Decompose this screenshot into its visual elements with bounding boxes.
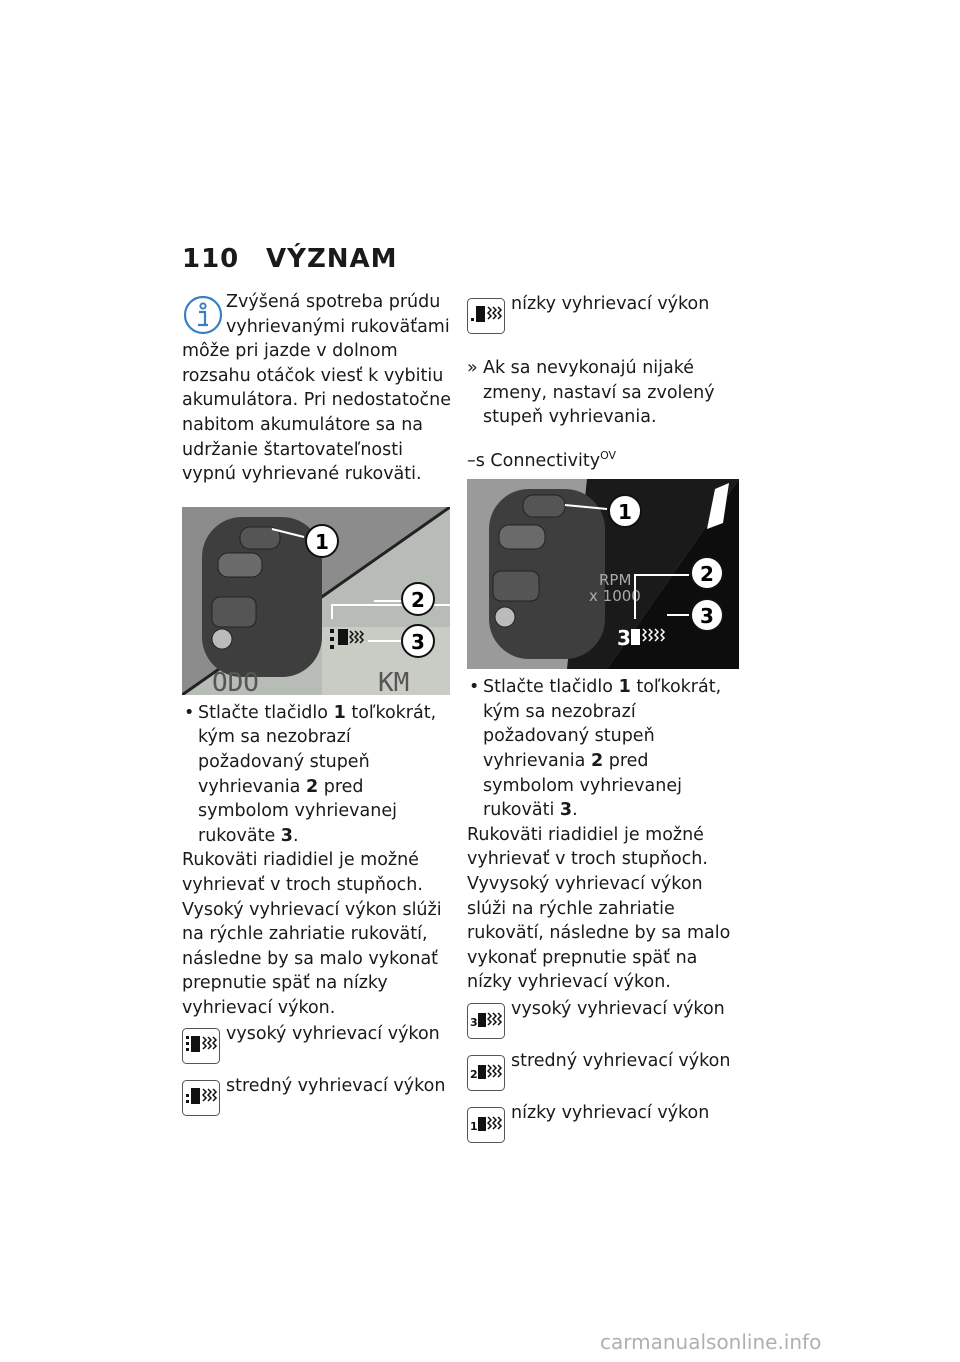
info-note bbox=[182, 290, 452, 487]
handlebar-switch-photo bbox=[182, 507, 450, 695]
level-mid bbox=[182, 1074, 452, 1124]
callout-1: 1 bbox=[618, 500, 632, 525]
heated-grip-mid-icon bbox=[182, 1080, 220, 1116]
svg-text:2: 2 bbox=[470, 1067, 478, 1081]
left-column bbox=[182, 290, 452, 1124]
info-line2: vyhrievanými rukoväťami bbox=[226, 316, 450, 337]
page-title: VÝZNAM bbox=[266, 244, 398, 274]
heated-grip-level-1-icon bbox=[467, 1107, 505, 1143]
level-high-label: vysoký vyhrievací výkon bbox=[226, 1024, 440, 1045]
callout-2: 2 bbox=[411, 587, 425, 612]
body-text: Rukoväti riadidiel je možné vyhrievať v troch stupňoch. Vysoký vyhrievací výkon slúži na rýchle zahriatie rukovätí, následne by sa malo vykonať prepnutie späť na nízky vyhrievací výkon. bbox=[182, 850, 442, 1018]
svg-text:1: 1 bbox=[470, 1119, 478, 1133]
callout-1: 1 bbox=[315, 529, 329, 554]
connectivity-switch-photo bbox=[467, 479, 739, 669]
heated-grip-level-2-icon bbox=[467, 1055, 505, 1091]
level-low bbox=[467, 1101, 742, 1151]
page-number: 110 bbox=[182, 244, 240, 274]
instruction-bullet: • Stlačte tlačidlo 1 toľkokrát, kým sa nezobrazí požadovaný stupeň vyhrievania 2 pred symbolom vyhrievanej rukoväti 3. bbox=[469, 677, 722, 821]
level-mid-label: stredný vyhrievací výkon bbox=[226, 1076, 446, 1097]
instruction-bullet: • Stlačte tlačidlo 1 toľkokrát, kým sa nezobrazí požadovaný stupeň vyhrievania 2 pred symbolom vyhrievanej rukoväte 3. bbox=[184, 702, 437, 846]
svg-text:3: 3 bbox=[470, 1015, 478, 1029]
connectivity-variant: –s Connectivity$^{OV}$ bbox=[467, 448, 617, 471]
heated-grip-level-3-icon bbox=[467, 1003, 505, 1039]
callout-3: 3 bbox=[411, 629, 425, 654]
level-mid bbox=[467, 1049, 742, 1099]
page-header bbox=[182, 244, 398, 274]
level-high-label: vysoký vyhrievací výkon bbox=[511, 998, 725, 1019]
heated-grip-low-icon bbox=[467, 298, 505, 334]
level-low bbox=[467, 292, 742, 342]
level-low-label: nízky vyhrievací výkon bbox=[511, 294, 710, 314]
callout-2: 2 bbox=[700, 562, 714, 587]
level-mid-label: stredný vyhrievací výkon bbox=[511, 1050, 731, 1071]
info-text: môže pri jazde v dolnom rozsahu otáčok viesť k vybitiu akumulátora. Pri nedostatočne nabitom akumulátore sa na udržanie štartovateľnosti vypnú vyhrievané rukoväti. bbox=[182, 341, 452, 485]
result-note: » Ak sa nevykonajú nijaké zmeny, nastaví sa zvolený stupeň vyhrievania. bbox=[467, 358, 715, 428]
lcd-odo: ODO bbox=[212, 667, 259, 695]
right-column bbox=[467, 290, 742, 1151]
info-line1: Zvýšená spotreba prúdu bbox=[226, 292, 441, 312]
callout-3: 3 bbox=[700, 604, 714, 629]
info-icon bbox=[182, 294, 224, 336]
rpm-label: RPM bbox=[599, 571, 632, 590]
level-digit: 3 bbox=[617, 626, 631, 651]
level-low-label: nízky vyhrievací výkon bbox=[511, 1102, 710, 1123]
watermark: carmanualsonline.info bbox=[600, 1330, 822, 1354]
heated-grip-high-icon bbox=[182, 1028, 220, 1064]
rpm-unit: x 1000 bbox=[589, 587, 641, 606]
level-high bbox=[467, 997, 742, 1047]
level-high bbox=[182, 1022, 452, 1072]
lcd-km: KM bbox=[378, 667, 410, 695]
body-text: Rukoväti riadidiel je možné vyhrievať v troch stupňoch. Vyvysoký vyhrievací výkon slúži na rýchle zahriatie rukovätí, následne by sa malo vykonať prepnutie späť na nízky vyhrievací výkon. bbox=[467, 824, 731, 993]
